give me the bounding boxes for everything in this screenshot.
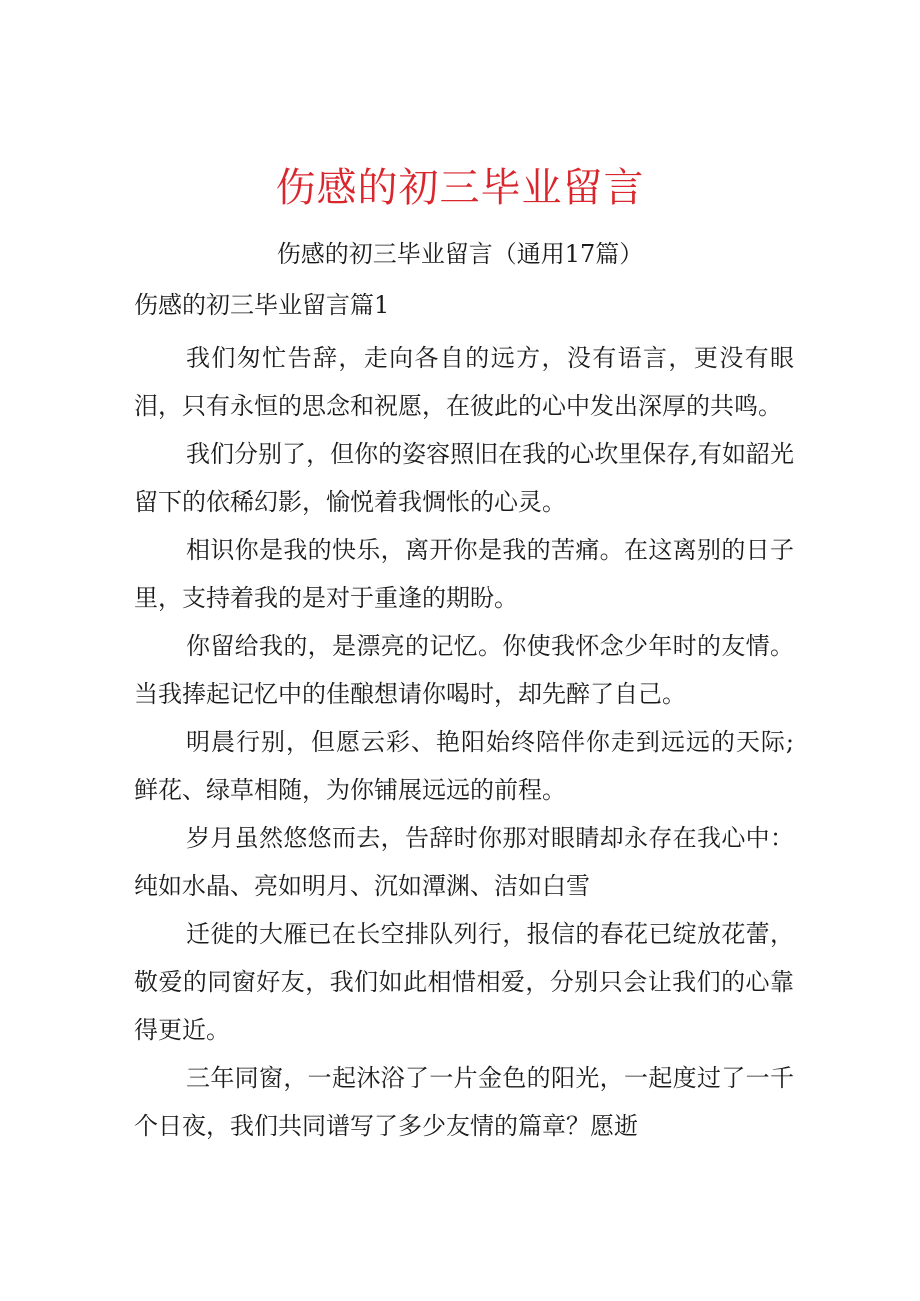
- document-title: 伤感的初三毕业留言: [275, 165, 645, 211]
- paragraph: 明晨行别，但愿云彩、艳阳始终陪伴你走到远远的天际;鲜花、绿草相随，为你铺展远远的前程。: [134, 728, 794, 804]
- paragraph: 我们匆忙告辞，走向各自的远方，没有语言，更没有眼泪，只有永恒的思念和祝愿，在彼此的心中发出深厚的共鸣。: [134, 344, 794, 420]
- section-heading: 伤感的初三毕业留言篇1: [134, 291, 390, 319]
- paragraph: 岁月虽然悠悠而去，告辞时你那对眼睛却永存在我心中：纯如水晶、亮如明月、沉如潭渊、洁如白雪: [134, 824, 794, 900]
- paragraph: 我们分别了，但你的姿容照旧在我的心坎里保存,有如韶光留下的依稀幻影，愉悦着我惆怅的心灵。: [134, 440, 794, 516]
- paragraph: 相识你是我的快乐，离开你是我的苦痛。在这离别的日子里，支持着我的是对于重逢的期盼。: [134, 536, 794, 612]
- document-subtitle: 伤感的初三毕业留言（通用17篇）: [276, 240, 644, 268]
- document-body: [134, 334, 794, 1198]
- paragraph: 迁徙的大雁已在长空排队列行，报信的春花已绽放花蕾，敬爱的同窗好友，我们如此相惜相爱，分别只会让我们的心靠得更近。: [134, 920, 794, 1044]
- paragraph: 三年同窗，一起沐浴了一片金色的阳光，一起度过了一千个日夜，我们共同谱写了多少友情的篇章？愿逝: [134, 1064, 794, 1140]
- paragraph: 你留给我的，是漂亮的记忆。你使我怀念少年时的友情。当我捧起记忆中的佳酿想请你喝时，却先醉了自己。: [134, 632, 794, 708]
